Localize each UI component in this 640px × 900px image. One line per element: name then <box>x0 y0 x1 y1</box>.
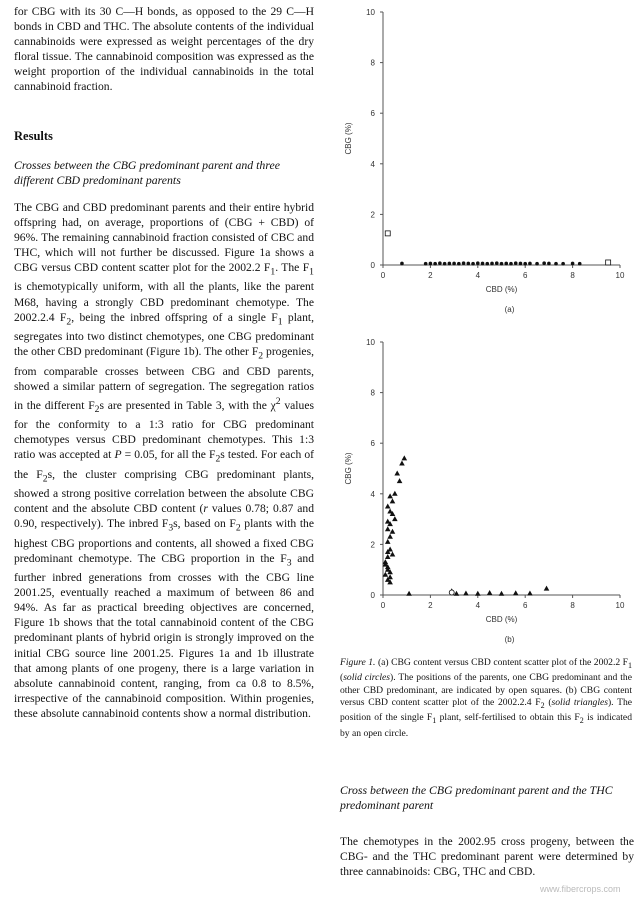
chart-b-triangle-point <box>487 590 493 595</box>
right-subheading: Cross between the CBG predominant parent and the THC predominant parent <box>340 783 613 812</box>
chart-b-triangle-point <box>390 498 396 503</box>
chart-a-point <box>448 262 452 266</box>
chart-b-triangle-point <box>385 567 391 572</box>
chart-b-triangle-point <box>392 491 398 496</box>
chart-b-triangle-point <box>463 590 469 595</box>
chart-a-x-axis-label: CBD (%) <box>485 285 518 294</box>
chart-a-point <box>424 262 428 266</box>
left-column <box>14 4 314 721</box>
chart-a-point <box>514 261 518 265</box>
chart-a-x-tick-label: 6 <box>522 271 528 280</box>
chart-b-y-axis-label: CBG (%) <box>344 452 353 485</box>
chart-a-point <box>476 261 480 265</box>
chart-b <box>335 330 635 660</box>
chart-b-triangle-point <box>513 590 519 595</box>
chart-a-panel-label: (a) <box>504 305 515 314</box>
chart-b-y-tick-label: 8 <box>370 388 375 398</box>
chart-a-point <box>443 262 447 266</box>
chart-a-point <box>547 262 551 266</box>
chart-b-y-tick-label: 2 <box>370 540 375 550</box>
chart-a-y-tick-label: 8 <box>370 58 375 68</box>
chart-a-point <box>485 262 489 266</box>
chart-b-triangle-point <box>387 574 393 579</box>
chart-a-point <box>571 262 575 266</box>
chart-a-x-tick-label: 2 <box>428 271 433 280</box>
chart-b-triangle-point <box>387 493 393 498</box>
chart-a-y-tick-label: 2 <box>370 210 375 220</box>
chart-a-point <box>535 262 539 266</box>
chart-b-triangle-point <box>385 503 391 508</box>
chart-a-point <box>495 261 499 265</box>
chart-b-y-tick-label: 0 <box>370 591 375 600</box>
chart-b-triangle-point <box>527 590 533 595</box>
chart-a-y-axis-label: CBG (%) <box>344 122 353 155</box>
chart-b-x-tick-label: 4 <box>475 601 481 610</box>
chart-b-triangle-point <box>392 516 398 521</box>
chart-a-x-tick-label: 8 <box>570 271 575 280</box>
chart-b-triangle-point <box>385 554 391 559</box>
chart-a-parent-square <box>606 260 611 265</box>
chart-a-point <box>519 262 523 266</box>
chart-a-y-tick-label: 6 <box>370 109 375 119</box>
chart-a-x-tick-label: 4 <box>475 271 481 280</box>
chart-b-y-tick-label: 6 <box>370 439 375 449</box>
chart-a-point <box>509 262 513 266</box>
chart-b-x-tick-label: 10 <box>615 601 625 610</box>
chart-b-y-tick-label: 4 <box>370 489 375 499</box>
chart-b-triangle-point <box>399 460 405 465</box>
chart-b-triangle-point <box>390 552 396 557</box>
chart-a-point <box>542 261 546 265</box>
chart-a-point <box>500 262 504 266</box>
chart-b-x-axis-label: CBD (%) <box>485 615 518 624</box>
chart-a-point <box>554 262 558 266</box>
section-heading: Results <box>14 128 53 143</box>
chart-b-x-tick-label: 8 <box>570 601 575 610</box>
chart-b-triangle-point <box>385 526 391 531</box>
chart-a-point <box>438 261 442 265</box>
watermark: www.fibercrops.com <box>540 884 621 894</box>
chart-a-point <box>504 262 508 266</box>
chart-b-y-tick-label: 10 <box>366 338 375 347</box>
chart-b-triangle-point <box>385 539 391 544</box>
chart-b-triangle-point <box>544 586 550 591</box>
chart-a-point <box>462 261 466 265</box>
chart-a-point <box>578 262 582 266</box>
results-paragraph: The CBG and CBD predominant parents and their entire hybrid offspring had, on average, proportions of (CBG + CBD) of 96%. The remaining cannabinoid fraction consisted of CBC and THC, which will not further be discussed. Figure 1a shows a CBG versus CBD content scatter plot for the 2002.2 $F_1$. The $F_1$ is chemotypically uniform, with all the plants, like the parent M68, having a strongly CBD predominant chemotype. The 2002.2.4 $F_2$, being the inbred offspring of a single $F_1$ plant, segregates into two distinct chemotypes, one CBG predominant the other CBD predominant (Figure 1b). The other $F_2$ progenies, from comparable crosses between CBG and CBD parents, showed a similar pattern of segregation. The segregation ratios in the different $F_2s$ are presented in Table 3, with the $\chi^2$ values for the conformity to a 1:3 ratio for CBG predominant chemotypes versus CBD predominant chemotypes. This 1:3 ratio was accepted at P = 0.05, for all the $F_2s$ tested. For each of the $F_2s$, the cluster comprising CBG predominant plants, showed a strong positive correlation between the absolute CBG content and the absolute CBD content (r values 0.78; 0.87 and 0.90, respectively). The inbred $F_3s$, based on $F_2$ plants with the highest CBG proportions and contents, all showed a fixed CBG predominant chemotype. The CBG proportion in the $F_3$ and further inbred generations from crosses with the CBG line 2001.25, eventually reached a maximum of between 86 and 94%. As far as practical breeding objectives are concerned, Figure 1b shows that the total cannabinoid content of the CBG predominant plants of hybrid origin is strongly improved on the initial CBG source line 2001.25. Figures 1a and 1b illustrate that among plants of one progeny, there is a large variation in absolute cannabinoid content, ranging, from ca 0.8 to 8.5%, irrespective of the cannabinoid composition. Within progenies, these absolute cannabinoid contents show a normal distribution. <box>14 200 315 720</box>
chart-a-point <box>429 262 433 266</box>
chart-b-x-tick-label: 0 <box>380 601 386 610</box>
chart-b-triangle-point <box>397 478 403 483</box>
chart-b-panel-label: (b) <box>504 635 515 644</box>
chart-b-x-tick-label: 2 <box>428 601 433 610</box>
chart-b-triangle-point <box>406 591 412 596</box>
chart-a-point <box>481 262 485 266</box>
intro-paragraph: for CBG with its 30 C—H bonds, as opposed to the 29 C—H bonds in CBD and THC. The absolute contents of the individual cannabinoids were expressed as weight percentages of the dry floral tissue. The cannabinoid composition was expressed as the weight proportion of the individual cannabinoids in the total cannabinoid fraction. <box>14 5 314 94</box>
chart-b-triangle-point <box>385 519 391 524</box>
chart-a <box>335 0 635 330</box>
chart-b-triangle-point <box>394 471 400 476</box>
chart-a-point <box>457 262 461 266</box>
chart-a-point <box>471 262 475 266</box>
chart-b-f1-circle <box>449 590 454 595</box>
chart-b-triangle-point <box>499 591 505 596</box>
chart-a-x-tick-label: 0 <box>380 271 386 280</box>
chart-a-point <box>400 262 404 266</box>
chart-a-point <box>561 262 565 266</box>
right-body: The chemotypes in the 2002.95 cross progeny, between the CBG- and the THC predominant parent were determined by three cannabinoids: CBG, THC and CBD. <box>340 835 634 879</box>
subheading: Crosses between the CBG predominant parent and three different CBD predominant parents <box>14 157 280 187</box>
chart-b-triangle-point <box>387 534 393 539</box>
chart-a-point <box>452 262 456 266</box>
figure-caption: Figure 1. (a) CBG content versus CBD content scatter plot of the 2002.2 $F_1$ (solid circles). The positions of the parents, one CBG predominant and the other CBD predominant, are indicated by open squares. (b) CBG content versus CBD content scatter plot of the 2002.2.4 $F_2$ (solid triangles). The position of the single $F_1$ plant, self-fertilised to obtain this $F_2$ is indicated by an open circle. <box>340 657 633 739</box>
chart-a-parent-square <box>385 231 390 236</box>
chart-a-point <box>467 262 471 266</box>
chart-a-point <box>490 262 494 266</box>
chart-a-point <box>523 262 527 266</box>
chart-a-y-tick-label: 10 <box>366 8 375 17</box>
chart-a-y-tick-label: 4 <box>370 159 375 169</box>
chart-a-point <box>433 262 437 266</box>
chart-a-x-tick-label: 10 <box>615 271 625 280</box>
chart-b-x-tick-label: 6 <box>522 601 528 610</box>
chart-b-triangle-point <box>390 529 396 534</box>
chart-a-y-tick-label: 0 <box>370 261 375 270</box>
chart-b-triangle-point <box>475 591 481 596</box>
chart-a-point <box>528 262 532 266</box>
chart-b-triangle-point <box>402 455 408 460</box>
